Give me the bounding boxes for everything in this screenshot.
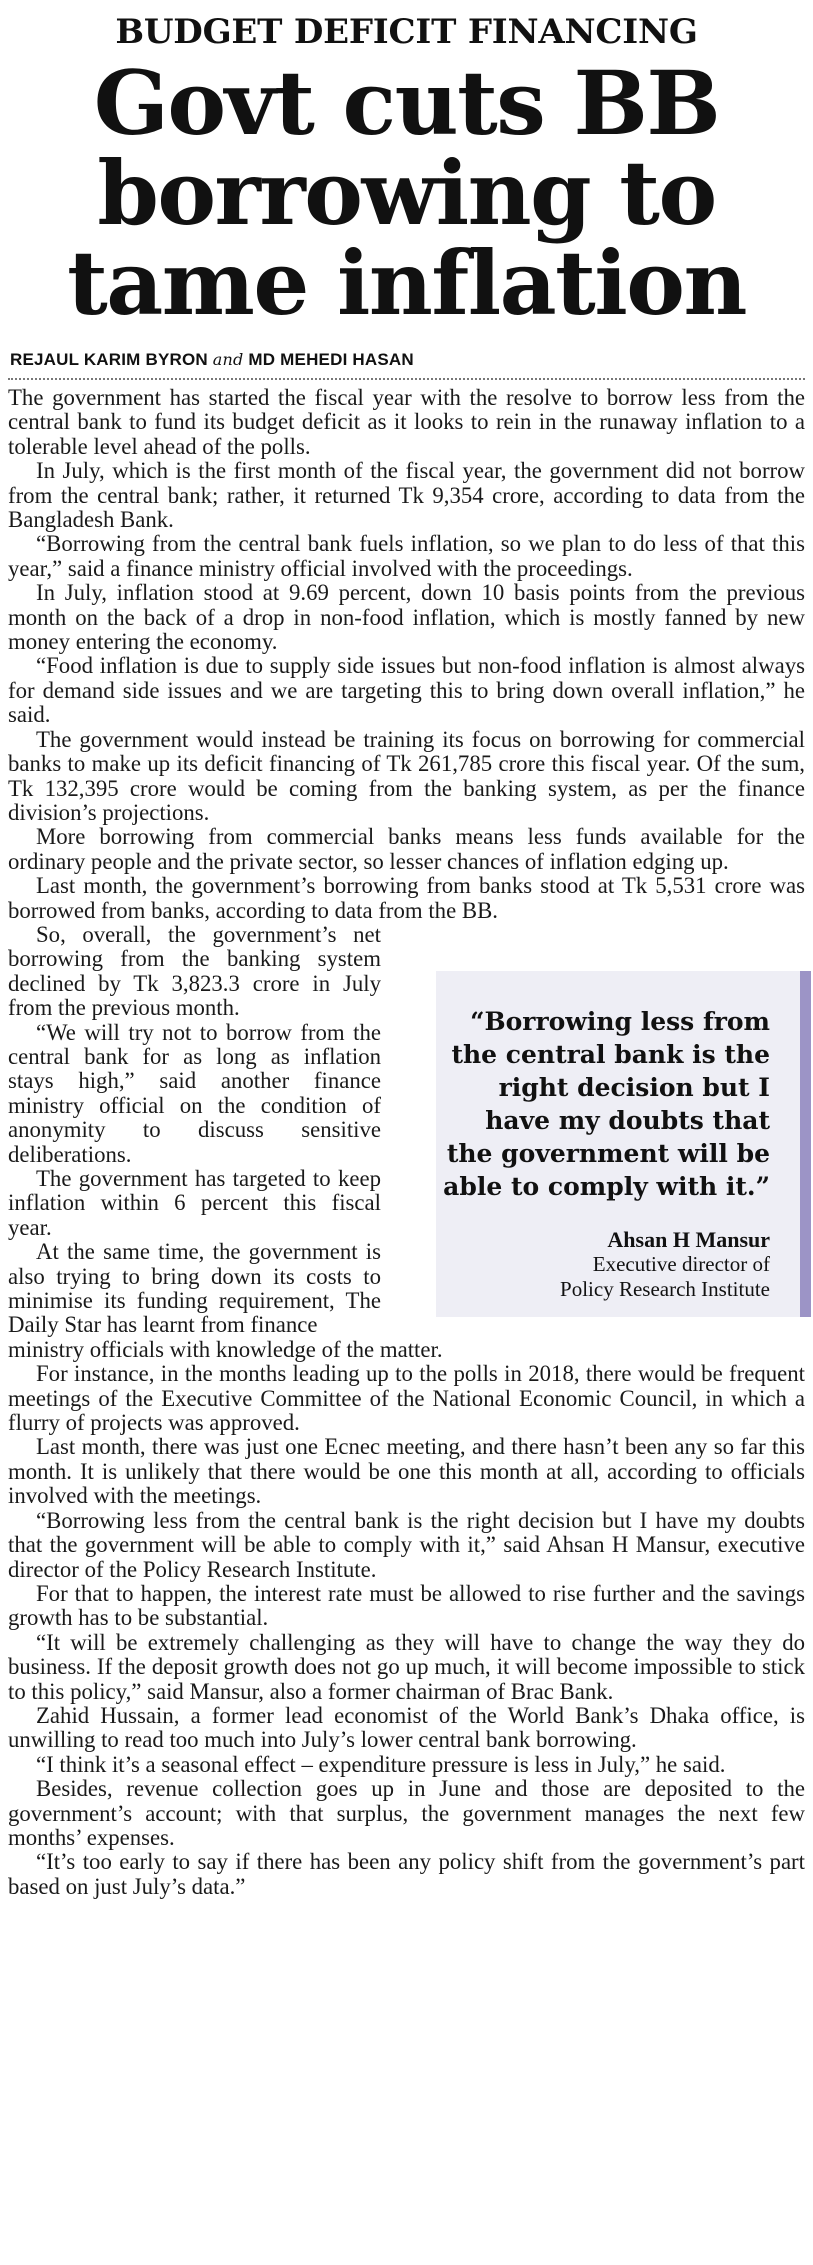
paragraph: The government has started the fiscal year with the resolve to borrow less from the central bank to fund its budget deficit as it looks to rein in the runaway inflation to a tolerable level ahead of the polls. <box>8 385 805 459</box>
paragraph: “It’s too early to say if there has been any policy shift from the government’s part based on just July’s data.” <box>8 1849 805 1899</box>
paragraph: For that to happen, the interest rate must be allowed to rise further and the savings growth has to be substantial. <box>8 1580 805 1631</box>
paragraph: In July, inflation stood at 9.69 percent, down 10 basis points from the previous month on the back of a drop in non-food inflation, which is mostly fanned by new money entering the economy. <box>8 580 805 655</box>
article-body <box>8 386 805 1899</box>
paragraph: Besides, revenue collection goes up in June and those are deposited to the government’s account; with that surplus, the government manages the next few months’ expenses. <box>8 1776 805 1850</box>
paragraph: “Borrowing from the central bank fuels inflation, so we plan to do less of that this year,” said a finance ministry official involved with the proceedings. <box>8 531 805 581</box>
byline-author-2: MD MEHEDI HASAN <box>248 350 414 369</box>
paragraph: “Food inflation is due to supply side issues but non-food inflation is almost always for demand side issues and we are targeting this to bring down overall inflation,” he said. <box>8 653 805 728</box>
byline-author-1: REJAUL KARIM BYRON <box>10 350 208 369</box>
byline-conjunction: and <box>212 350 244 369</box>
headline: Govt cuts BB borrowing to tame inflation <box>67 51 746 335</box>
byline <box>10 350 805 370</box>
paragraph: In July, which is the first month of the fiscal year, the government did not borrow from the central bank; rather, it returned Tk 9,354 crore, according to data from the Bangladesh Bank. <box>8 458 805 533</box>
paragraph: Last month, there was just one Ecnec meeting, and there hasn’t been any so far this month. It is unlikely that there would be one this month at all, according to officials involved with the meetings. <box>8 1434 805 1509</box>
paragraph: So, overall, the government’s net borrowing from the banking system declined by Tk 3,823.3 crore in July from the previous month. <box>8 921 381 1021</box>
paragraph: “I think it’s a seasonal effect – expenditure pressure is less in July,” he said. <box>36 1751 726 1777</box>
paragraph: Zahid Hussain, a former lead economist of the World Bank’s Dhaka office, is unwilling to read too much into July’s lower central bank borrowing. <box>8 1702 805 1753</box>
kicker: BUDGET DEFICIT FINANCING <box>115 12 698 52</box>
pull-quote-text: “Borrowing less from the central bank is the right decision but I have my doubts that the government will be able to comply with it.” <box>443 1006 770 1201</box>
paragraph: “Borrowing less from the central bank is the right decision but I have my doubts that the government will be able to comply with it,” said Ahsan H Mansur, executive director of the Policy Research Institute. <box>8 1507 805 1582</box>
paragraph: The government would instead be training its focus on borrowing for commercial banks to make up its deficit financing of Tk 261,785 crore this fiscal year. Of the sum, Tk 132,395 crore would be coming from the banking system, as per the finance division’s projections. <box>8 726 805 825</box>
pull-quote-title-line-1: Executive director of <box>592 1251 770 1276</box>
paragraph-continuation: ministry officials with knowledge of the matter. <box>8 1336 443 1362</box>
article-page <box>0 10 813 2265</box>
paragraph: More borrowing from commercial banks means less funds available for the ordinary people and the private sector, so lesser chances of inflation edging up. <box>8 824 805 874</box>
pull-quote-name: Ahsan H Mansur <box>607 1226 770 1252</box>
paragraph: The government has targeted to keep inflation within 6 percent this fiscal year. <box>8 1166 381 1240</box>
paragraph: For instance, in the months leading up to the polls in 2018, there would be frequent meetings of the Executive Committee of the National Economic Council, in which a flurry of projects was approved. <box>8 1361 805 1436</box>
byline-divider <box>8 378 805 380</box>
pull-quote-title-line-2: Policy Research Institute <box>560 1276 770 1301</box>
narrow-column <box>8 923 381 1338</box>
body-with-pull-quote <box>8 923 805 1338</box>
pull-quote-box <box>436 971 811 1317</box>
paragraph: “It will be extremely challenging as they will have to change the way they do business. If the deposit growth does not go up much, it will become impossible to stick to this policy,” said Mansur, also a former chairman of Brac Bank. <box>8 1629 805 1704</box>
paragraph: Last month, the government’s borrowing from banks stood at Tk 5,531 crore was borrowed from banks, according to data from the BB. <box>8 873 805 923</box>
paragraph: “We will try not to borrow from the central bank for as long as inflation stays high,” said another finance ministry official on the condition of anonymity to discuss sensitive deliberations. <box>8 1019 381 1167</box>
paragraph: At the same time, the government is also trying to bring down its costs to minimise its funding requirement, The Daily Star has learnt from finance <box>8 1239 381 1338</box>
